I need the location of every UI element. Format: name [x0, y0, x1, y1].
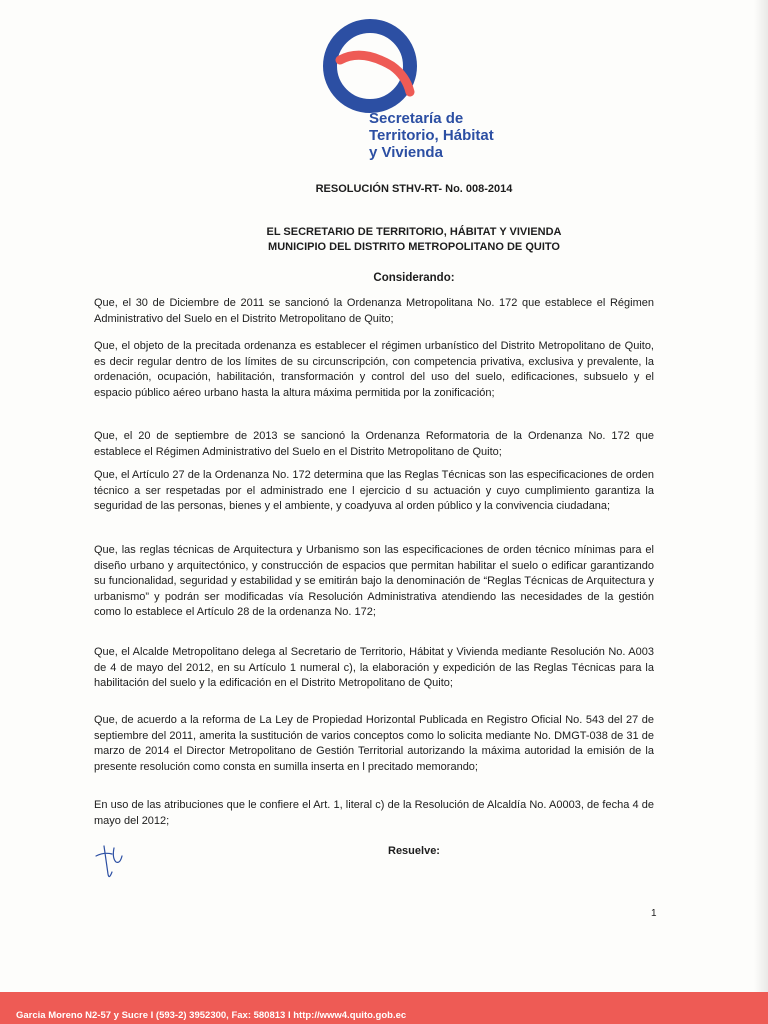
page-number: 1 — [651, 908, 657, 919]
logo-line-3: y Vivienda — [369, 144, 443, 161]
paragraph: Que, el objeto de la precitada ordenanza es establecer el régimen urbanístico del Distrito Metropolitano de Quito, es decir regular dentro de los límites de su circunscripción, con competencia privativa, exclusiva y prevalente, la ordenación, ocupación, habilitación, transformación y control del uso del suelo, edificaciones, subsuelo y el espacio público aéreo urbano hasta la altura máxima permitida por la zonificación; — [94, 340, 654, 399]
resolution-title: RESOLUCIÓN STHV-RT- No. 008-2014 — [315, 183, 513, 195]
paragraph: Que, de acuerdo a la reforma de La Ley de Propiedad Horizontal Publicada en Registro Oficial No. 543 del 27 de septiembre del 2011, amerita la sustitución de varios conceptos como lo solicita mediante No. DMGT-038 de 31 de marzo de 2014 el Director Metropolitano de Gestión Territorial autorizando la máxima autoridad la emisión de la presente resolución como consta en sumilla inserta en l precitado memorando; — [94, 714, 654, 773]
logo-line-1: Secretaría de — [369, 110, 464, 127]
logo-wordmark — [369, 110, 494, 161]
heading-line-2: MUNICIPIO DEL DISTRITO METROPOLITANO DE QUITO — [268, 241, 560, 253]
paragraph: Que, el Alcalde Metropolitano delega al Secretario de Territorio, Hábitat y Vivienda mediante Resolución No. A003 de 4 de mayo del 2012, en su Artículo 1 numeral c), la elaboración y expedición de las Reglas Técnicas para la habilitación del suelo y la edificación en el Distrito Metropolitano de Quito; — [94, 646, 654, 689]
footer-contact-text: Garcia Moreno N2-57 y Sucre I (593-2) 3952300, Fax: 580813 I http://www4.quito.gob.ec — [16, 1010, 407, 1021]
paragraph: En uso de las atribuciones que le confiere el Art. 1, literal c) de la Resolución de Alcaldía No. A0003, de fecha 4 de mayo del 2012; — [94, 799, 654, 827]
heading-line-1: EL SECRETARIO DE TERRITORIO, HÁBITAT Y VIVIENDA — [266, 226, 562, 238]
secretaria-logo-icon — [322, 18, 418, 114]
resuelve-heading: Resuelve: — [388, 845, 440, 857]
paragraph: Que, el 20 de septiembre de 2013 se sancionó la Ordenanza Reformatoria de la Ordenanza No. 172 que establece el Régimen Administrativo del Suelo en el Distrito Metropolitano de Quito; — [94, 430, 654, 458]
paragraph: Que, el Artículo 27 de la Ordenanza No. 172 determina que las Reglas Técnicas son las especificaciones de orden técnico a ser respetadas por el administrado ene l ejercicio d su actuación y cuyo cumplimiento garantiza la seguridad de las personas, bienes y el ambiente, y coadyuva al orden público y la convivencia ciudadana; — [94, 469, 654, 512]
considerando-heading: Considerando: — [373, 272, 455, 284]
logo-line-2: Territorio, Hábitat — [369, 127, 494, 144]
paragraph: Que, el 30 de Diciembre de 2011 se sancionó la Ordenanza Metropolitana No. 172 que establece el Régimen Administrativo del Suelo en el Distrito Metropolitano de Quito; — [94, 297, 654, 325]
page-edge-shadow — [754, 0, 768, 992]
paragraph: Que, las reglas técnicas de Arquitectura y Urbanismo son las especificaciones de orden técnico mínimas para el diseño urbano y arquitectónico, y construcción de espacios que permitan habilitar el suelo o edificar garantizando su funcionalidad, seguridad y estabilidad y se emitirán bajo la denominación de “Reglas Técnicas de Arquitectura y urbanismo” y podrán ser modificadas vía Resolución Administrativa atendiendo las necesidades de la gestión como lo establece el Artículo 28 de la ordenanza No. 172; — [94, 544, 654, 618]
